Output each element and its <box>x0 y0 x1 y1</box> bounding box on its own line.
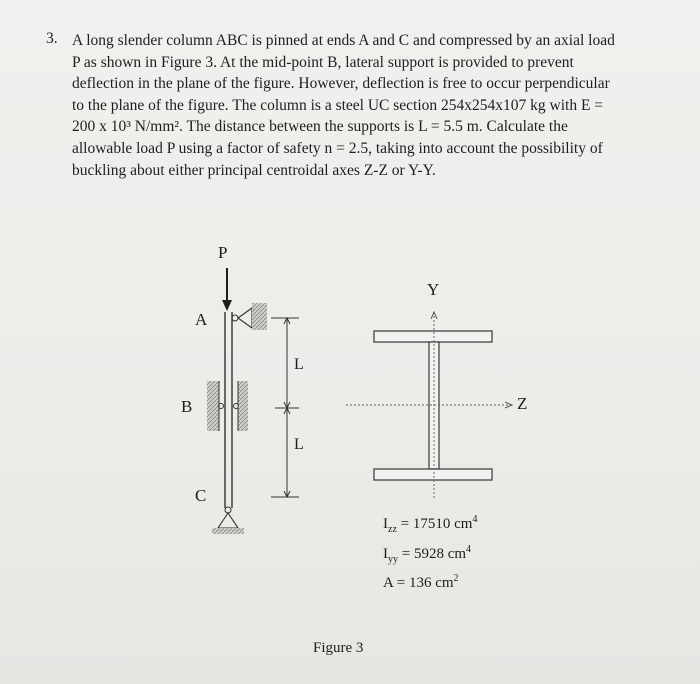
question-line: buckling about either principal centroidal axes Z-Z or Y-Y. <box>72 161 436 179</box>
area-value: A = 136 $cm^2$ <box>383 573 459 591</box>
length-label-lower: L <box>294 436 304 453</box>
question-line: 200 x 10³ N/mm². The distance between the supports is L = 5.5 m. Calculate the <box>72 118 568 136</box>
length-label-upper: L <box>294 356 304 373</box>
question-line: P as shown in Figure 3. At the mid-point B, lateral support is provided to prevent <box>72 53 574 71</box>
load-label: P <box>218 243 228 262</box>
point-c-label: C <box>195 486 207 505</box>
pin-support-a <box>232 303 267 330</box>
dimension-lines <box>271 318 299 497</box>
axis-z-label: Z <box>517 394 528 413</box>
izz-value: $I_{zz} = 17510$ $cm^4$ <box>383 514 478 535</box>
column <box>225 312 232 508</box>
question-line: to the plane of the figure. The column is a steel UC section 254x254x107 kg with E = <box>72 96 604 114</box>
axis-y-label: Y <box>427 280 440 299</box>
point-b-label: B <box>181 397 193 416</box>
question-line: A long slender column ABC is pinned at ends A and C and compressed by an axial load <box>72 32 615 49</box>
point-a-label: A <box>195 310 208 329</box>
question-number: 3. <box>46 30 58 47</box>
section-properties <box>383 510 477 594</box>
pin-support-c <box>212 507 244 534</box>
lateral-support-b <box>207 381 248 431</box>
question-line: allowable load P using a factor of safety n = 2.5, taking into account the possibility of <box>72 139 603 157</box>
iyy-value: $I_{yy} = 5928$ $cm^4$ <box>383 543 472 565</box>
load-arrow <box>222 268 232 311</box>
figure-caption: Figure 3 <box>313 640 364 656</box>
question-line: deflection in the plane of the figure. However, deflection is free to occur perpendicular <box>72 75 610 93</box>
